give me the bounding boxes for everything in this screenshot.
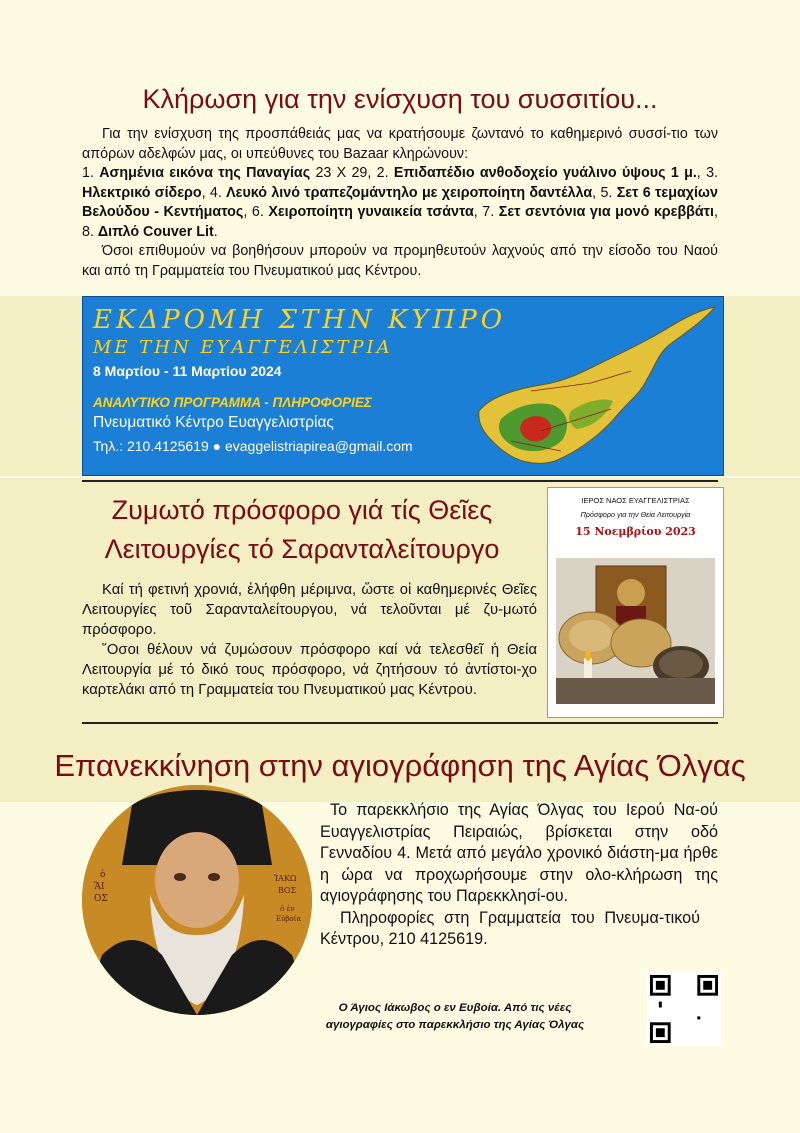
prize-list [82, 164, 718, 242]
prize-6-name: Χειροποίητη γυναικεία τσάντα [268, 204, 474, 220]
prize-5-num: 5. [600, 184, 617, 201]
section2-para2: ῞Οσοι θέλουν νά ζυμώσουν πρόσφορο καί νά τελεσθεῖ ἡ Θεία Λειτουργία μέ τό δικό τους πρόσφορο, νά ζητήσουν τό ἀντίστοι-χο καρτελάκι από τη Γραμματεία του Πνευματικού μας Κέντρου. [82, 642, 537, 698]
prize-8-name: Διπλό Couver Lit [97, 223, 214, 240]
prize-6-num: 6. [251, 204, 269, 220]
banner-contact: Τηλ.: 210.4125619 ● evaggelistriapirea@gmail.com [93, 438, 413, 454]
prize-4-extra: , [592, 184, 601, 201]
prize-4-num: 4. [209, 184, 227, 201]
prize-5-extra: , [243, 204, 252, 220]
saint-iakovos-icon [82, 785, 312, 1015]
icon-inscription-left1: ὁ [100, 870, 106, 880]
section1-title: Κλήρωση για την ενίσχυση του συσσιτίου... [142, 84, 658, 114]
poster-date: 15 Νοεμβρίου 2023 [575, 525, 696, 538]
banner-title: ΕΚΔΡΟΜΗ ΣΤΗΝ ΚΥΠΡΟ [93, 305, 507, 335]
divider-top [82, 480, 718, 482]
portrait-caption [290, 1000, 620, 1034]
section1-closing: Όσοι επιθυμούν να βοηθήσουν μπορούν να προμηθευτούν λαχνούς από την είσοδο του Ναού και από τη Γραμματεία του Πνευματικού μας Κέντρου. [82, 243, 718, 279]
icon-inscription-right1: ἸΑΚΩ [274, 874, 297, 883]
prosforo-poster [547, 487, 724, 718]
prize-3-name: Ηλεκτρικό σίδερο [82, 184, 202, 201]
icon-inscription-left2: ἍΙ [94, 882, 105, 892]
section2-title-line2: Λειτουργίες τό Σαρανταλείτουργο [104, 534, 500, 564]
saint-portrait-icon [82, 785, 312, 1015]
prize-4-name: Λευκό λινό τραπεζομάντηλο με χειροποίητη δαντέλλα [226, 184, 593, 201]
qr-code-icon [647, 972, 721, 1046]
poster-church-name: ΙΕΡΟΣ ΝΑΟΣ ΕΥΑΓΓΕΛΙΣΤΡΙΑΣ [581, 496, 690, 505]
prize-2-num: 2. [376, 165, 394, 181]
prosforo-photo-icon [556, 558, 715, 704]
prize-6-extra: , [473, 204, 483, 220]
caption-line2: αγιογραφίες στο παρεκκλήσιο της Αγίας Όλγας [325, 1019, 585, 1031]
prize-7-name: Σετ σεντόνια για μονό κρεββάτι [498, 204, 715, 220]
icon-inscription-right3: ὁ ἐν [280, 905, 295, 913]
prize-2-extra: , [696, 165, 707, 181]
prize-7-extra: , [714, 204, 719, 220]
prize-5-name: Σετ 6 τεμαχίων Βελούδου - Κεντήματος [82, 184, 718, 220]
section2-body [82, 580, 537, 700]
section1-body [82, 125, 718, 281]
icon-inscription-right2: ΒΟΣ [278, 886, 297, 895]
prize-8-extra: . [213, 223, 218, 240]
cyprus-map-icon [471, 301, 721, 471]
caption-line1: Ο Άγιος Ιάκωβος ο εν Ευβοία. Από τις νέες [338, 1002, 572, 1014]
poster-subtitle: Πρόσφορο για την Θεία Λειτουργία [580, 510, 691, 519]
prize-1-name: Ασημένια εικόνα της Παναγίας [99, 165, 311, 181]
section1-intro: Για την ενίσχυση της προσπάθειάς μας να κρατήσουμε ζωντανό το καθημερινό συσσί-τιο των απόρων αδελφών μας, οι υπεύθυνες του Bazaar κληρώνουν: [82, 126, 718, 162]
section3-para2: Πληροφορίες στη Γραμματεία του Πνευμα-τικού Κέντρου, 210 4125619. [320, 908, 700, 948]
qr-code[interactable] [647, 972, 721, 1046]
section3-para1: Το παρεκκλήσιο της Αγίας Όλγας του Ιερού Να-ού Ευαγγελιστρίας Πειραιώς, βρίσκεται στην οδό Γενναδίου 4. Μετά από μεγάλο χρονικό διάστη-μα ήρθε η ώρα να προχωρήσουμε στην ολο-κλήρωση της αγιογράφησης του Παρεκκλησί-ου. [320, 801, 718, 905]
banner-program: ΑΝΑΛΥΤΙΚΟ ΠΡΟΓΡΑΜΜΑ - ΠΛΗΡΟΦΟΡΙΕΣ [93, 395, 372, 410]
prize-1-extra: 23 Χ 29, [310, 165, 377, 181]
section3-body [320, 800, 718, 951]
icon-inscription-left3: ΟΣ [94, 894, 108, 904]
prize-7-num: 7. [482, 204, 499, 220]
section2-title-line1: Ζυμωτό πρόσφορο γιά τίς Θεῖες [111, 495, 493, 525]
section2-para1: Καί τή φετινή χρονιά, ἐλήφθη μέριμνα, ὥστε οἱ καθημερινές Θεῖες Λειτουργίες τοῦ Σαρανταλείτουργου, νά τελοῦνται μέ ζυ-μωτό πρόσφορο. [82, 582, 537, 638]
prize-2-name: Επιδαπέδιο ανθοδοχείο γυάλινο ύψους 1 μ. [393, 165, 697, 181]
prize-3-num: 3. [706, 165, 719, 181]
cyprus-trip-banner[interactable] [82, 296, 724, 476]
icon-inscription-right4: Εὐβοία [276, 915, 302, 923]
banner-subtitle: ΜΕ ΤΗΝ ΕΥΑΓΓΕΛΙΣΤΡΙΑ [93, 337, 393, 358]
section3-title: Επανεκκίνηση στην αγιογράφηση της Αγίας Όλγας [54, 748, 746, 783]
prize-8-num: 8. [82, 223, 98, 240]
banner-dates: 8 Μαρτίου - 11 Μαρτίου 2024 [93, 363, 282, 379]
prize-3-extra: , [201, 184, 210, 201]
banner-organizer: Πνευματικό Κέντρο Ευαγγελιστρίας [93, 414, 334, 431]
divider-bottom [82, 722, 718, 724]
prize-1-num: 1. [82, 165, 100, 181]
